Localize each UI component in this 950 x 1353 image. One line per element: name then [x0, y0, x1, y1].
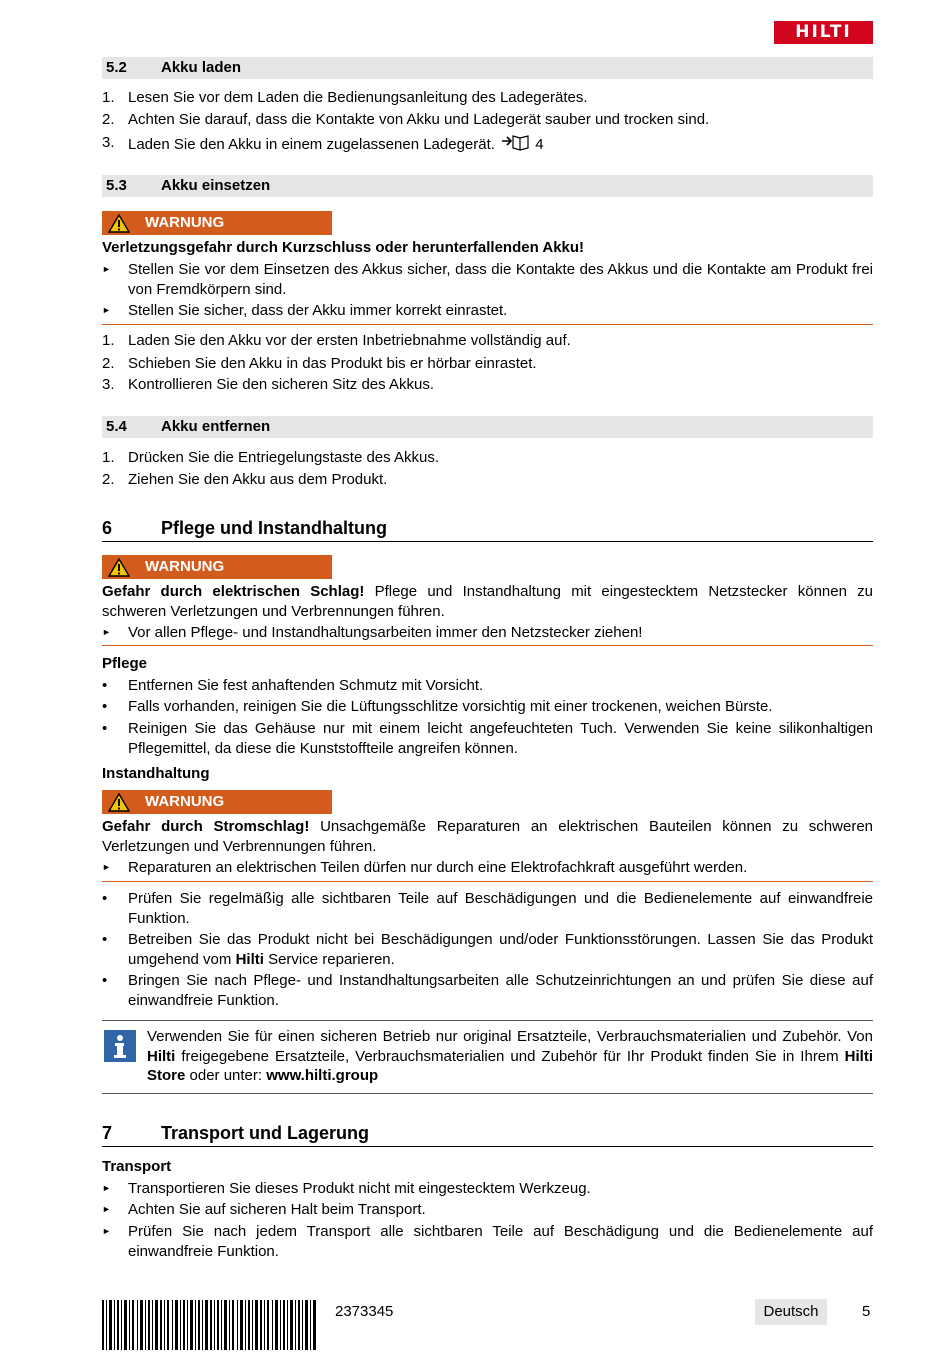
warning-divider	[102, 645, 873, 646]
section-title: Akku laden	[161, 59, 242, 76]
step-number: 1.	[102, 332, 115, 349]
step-text: Schieben Sie den Akku in das Produkt bis er hörbar einrastet.	[128, 355, 537, 372]
chapter-title: Pflege und Instandhaltung	[161, 518, 387, 538]
step-number: 1.	[102, 449, 115, 466]
subheading-instandhaltung: Instandhaltung	[102, 765, 210, 782]
bullet-icon: •	[102, 720, 108, 737]
section-number: 5.2	[106, 59, 127, 76]
text-part: Betreiben Sie das Produkt nicht bei Beschädigungen und/oder Funktionsstörungen. Lassen Sie das Produkt umgehend vom	[128, 931, 873, 968]
warning-banner	[102, 555, 332, 579]
info-note	[147, 1027, 873, 1086]
bullet-icon: •	[102, 698, 108, 715]
warning-item-text: Reparaturen an elektrischen Teilen dürfen nur durch eine Elektrofachkraft ausgeführt werden.	[128, 859, 748, 876]
section-title: Akku einsetzen	[161, 177, 271, 194]
triangle-bullet-icon: ►	[102, 305, 111, 315]
triangle-bullet-icon: ►	[102, 1183, 111, 1193]
step-text: Achten Sie darauf, dass die Kontakte von Akku und Ladegerät sauber und trocken sind.	[128, 111, 710, 128]
warning-banner	[102, 790, 332, 814]
section-number: 5.3	[106, 177, 127, 194]
step-text-with-ref	[128, 133, 544, 155]
brand-name: Hilti	[235, 950, 264, 968]
warning-paragraph	[102, 582, 873, 621]
chapter-number: 7	[102, 1123, 113, 1143]
subheading-pflege: Pflege	[102, 655, 148, 672]
section-header-5-4	[102, 416, 873, 438]
list-item-text: Prüfen Sie regelmäßig alle sichtbaren Teile auf Beschädigungen und die Bedienelemente auf einwandfreie Funktion.	[128, 890, 873, 927]
warning-banner	[102, 211, 332, 235]
document-number: 2373345	[335, 1303, 394, 1320]
step-text: Ziehen Sie den Akku aus dem Produkt.	[128, 471, 388, 488]
step-text: Kontrollieren Sie den sicheren Sitz des Akkus.	[128, 376, 434, 393]
step-number: 2.	[102, 355, 115, 372]
store-name: Hilti Store	[147, 1047, 873, 1084]
step-number: 3.	[102, 134, 115, 151]
triangle-bullet-icon: ►	[102, 862, 111, 872]
info-divider-top	[102, 1020, 873, 1021]
text-part: freigegebene Ersatzteile, Verbrauchsmaterialien und Zubehör für Ihr Produkt finden Sie in Ihrem	[175, 1047, 845, 1065]
warning-bold-text: Gefahr durch elektrischen Schlag!	[102, 583, 365, 600]
warning-item-text: Stellen Sie sicher, dass der Akku immer korrekt einrastet.	[128, 302, 508, 319]
language-tag: Deutsch	[755, 1299, 827, 1325]
warning-text: Unsachgemäße Reparaturen an elektrischen Bauteilen können zu schweren Verletzungen und Verbrennungen führen.	[102, 818, 874, 855]
list-item-text: Bringen Sie nach Pflege- und Instandhaltungsarbeiten alle Schutzeinrichtungen an und prüfen Sie diese auf einwandfreie Funktion.	[128, 972, 873, 1009]
step-number: 3.	[102, 376, 115, 393]
page-number: 5	[862, 1303, 871, 1320]
warning-triangle-icon	[108, 793, 130, 812]
chapter-number: 6	[102, 518, 113, 538]
chapter-title: Transport und Lagerung	[161, 1123, 370, 1143]
bullet-icon: •	[102, 972, 108, 989]
info-divider-bottom	[102, 1093, 873, 1094]
step-number: 2.	[102, 111, 115, 128]
info-icon	[104, 1030, 136, 1062]
warning-triangle-icon	[108, 558, 130, 577]
brand-name: Hilti	[147, 1047, 176, 1065]
barcode-icon	[102, 1300, 316, 1350]
warning-divider	[102, 324, 873, 325]
list-item-text: Achten Sie auf sicheren Halt beim Transport.	[128, 1201, 426, 1218]
section-number: 5.4	[106, 418, 127, 435]
chapter-header-7	[102, 1121, 873, 1147]
step-number: 1.	[102, 89, 115, 106]
step-text: Drücken Sie die Entriegelungstaste des Akkus.	[128, 449, 440, 466]
list-item-text: Entfernen Sie fest anhaftenden Schmutz mit Vorsicht.	[128, 677, 484, 694]
warning-item-text: Stellen Sie vor dem Einsetzen des Akkus sicher, dass die Kontakte des Akkus und die Kontakte am Produkt frei von Fremdkörpern sind.	[128, 261, 873, 298]
warning-paragraph	[102, 817, 873, 856]
bullet-icon: •	[102, 890, 108, 907]
warning-label: WARNUNG	[145, 214, 225, 231]
subheading-transport: Transport	[102, 1158, 172, 1175]
warning-headline: Verletzungsgefahr durch Kurzschluss oder herunterfallenden Akku!	[102, 239, 585, 256]
warning-text: Pflege und Instandhaltung mit eingestecktem Netzstecker können zu schweren Verletzungen und Verbrennungen führen.	[102, 583, 873, 620]
list-item-text: Transportieren Sie dieses Produkt nicht mit eingestecktem Werkzeug.	[128, 1180, 591, 1197]
triangle-bullet-icon: ►	[102, 1226, 111, 1236]
section-title: Akku entfernen	[161, 418, 271, 435]
step-text: Laden Sie den Akku vor der ersten Inbetriebnahme vollständig auf.	[128, 332, 571, 349]
section-header-5-3	[102, 175, 873, 197]
bullet-icon: •	[102, 931, 108, 948]
triangle-bullet-icon: ►	[102, 1204, 111, 1214]
list-item-text: Reinigen Sie das Gehäuse nur mit einem leicht angefeuchteten Tuch. Verwenden Sie keine silikonhaltigen Pflegemittel, da diese die Kunststoffteile angreifen können.	[128, 720, 873, 757]
triangle-bullet-icon: ►	[102, 264, 111, 274]
text-part: oder unter:	[185, 1067, 267, 1084]
warning-label: WARNUNG	[145, 793, 225, 810]
step-text: Laden Sie den Akku in einem zugelassenen Ladegerät.	[128, 136, 495, 153]
text-part: Verwenden Sie für einen sicheren Betrieb nur original Ersatzteile, Verbrauchsmaterialien und Zubehör. Von	[147, 1028, 873, 1045]
list-item-text	[128, 930, 873, 969]
warning-item-text: Vor allen Pflege- und Instandhaltungsarbeiten immer den Netzstecker ziehen!	[128, 624, 643, 641]
hilti-logo: HILTI	[774, 21, 873, 44]
triangle-bullet-icon: ►	[102, 627, 111, 637]
list-item-text: Falls vorhanden, reinigen Sie die Lüftungsschlitze vorsichtig mit einer trockenen, weichen Bürste.	[128, 698, 773, 715]
text-part: Service reparieren.	[263, 950, 395, 968]
reference-page-number: 4	[535, 136, 544, 153]
section-header-5-2	[102, 57, 873, 79]
warning-bold-text: Gefahr durch Stromschlag!	[102, 818, 310, 835]
step-number: 2.	[102, 471, 115, 488]
warning-triangle-icon	[108, 214, 130, 233]
chapter-header-6	[102, 516, 873, 542]
step-text: Lesen Sie vor dem Laden die Bedienungsanleitung des Ladegerätes.	[128, 89, 588, 106]
warning-label: WARNUNG	[145, 558, 225, 575]
warning-divider	[102, 881, 873, 882]
website-link[interactable]: www.hilti.group	[266, 1067, 379, 1084]
list-item-text: Prüfen Sie nach jedem Transport alle sichtbaren Teile auf Beschädigung und die Bedienelemente auf einwandfreie Funktion.	[128, 1223, 873, 1260]
page-reference-icon	[501, 133, 531, 151]
bullet-icon: •	[102, 677, 108, 694]
